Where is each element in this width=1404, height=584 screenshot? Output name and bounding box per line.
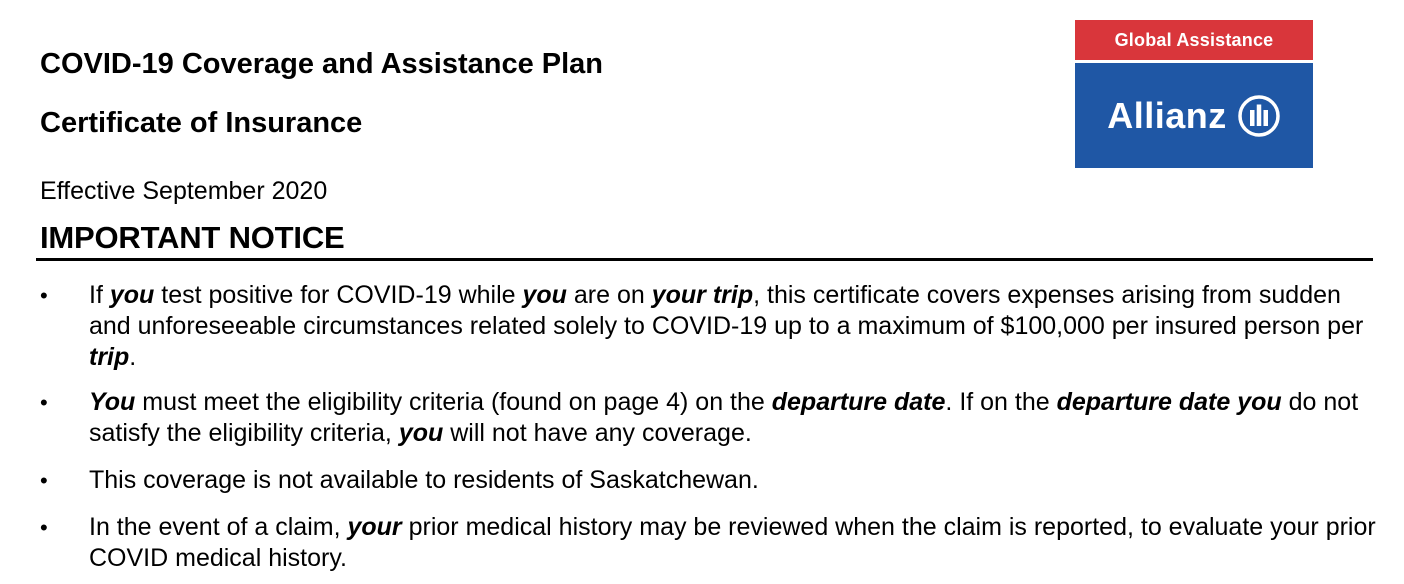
emphasized-term: you xyxy=(522,281,567,309)
text-run: prior medical history may be reviewed when the claim is reported, to evaluate your prior COVID medical history. xyxy=(89,513,1376,572)
emphasized-term: trip xyxy=(89,343,130,371)
text-run: are on xyxy=(566,281,652,309)
text-run: If xyxy=(89,281,110,309)
allianz-global-assistance-logo xyxy=(1075,20,1313,168)
notice-item-text xyxy=(89,387,1379,449)
effective-date: Effective September 2020 xyxy=(40,177,328,205)
important-notice-list xyxy=(0,280,1404,574)
notice-item-text xyxy=(89,512,1379,574)
emphasized-term: you xyxy=(109,281,155,309)
emphasized-term: your trip xyxy=(651,281,754,309)
emphasized-term: departure date xyxy=(1056,388,1231,416)
text-run: do not satisfy the eligibility criteria, xyxy=(89,388,1359,447)
heading-divider xyxy=(36,258,1373,261)
emphasized-term: you xyxy=(1237,388,1282,416)
text-run: . xyxy=(129,343,137,371)
logo-body xyxy=(1075,63,1313,168)
logo-banner: Global Assistance xyxy=(1075,20,1313,60)
notice-item-text xyxy=(89,465,1379,496)
bullet-icon: • xyxy=(40,468,48,493)
text-run: test positive for COVID-19 while xyxy=(154,281,523,309)
important-notice-heading: IMPORTANT NOTICE xyxy=(40,220,345,255)
logo-wordmark: Allianz xyxy=(1107,94,1227,136)
notice-item xyxy=(0,280,1404,373)
document-title: COVID-19 Coverage and Assistance Plan xyxy=(40,48,604,80)
notice-item-text xyxy=(89,280,1379,373)
bullet-icon: • xyxy=(40,283,48,308)
document-subtitle: Certificate of Insurance xyxy=(40,107,363,139)
emphasized-term: your xyxy=(347,513,402,541)
text-run: In the event of a claim, xyxy=(89,513,348,541)
notice-item xyxy=(0,387,1404,449)
allianz-eagle-mark-icon xyxy=(1237,94,1281,138)
notice-item xyxy=(0,465,1404,496)
text-run: . If on the xyxy=(945,388,1057,416)
emphasized-term: you xyxy=(398,419,444,447)
bullet-icon: • xyxy=(40,390,48,415)
bullet-icon: • xyxy=(40,515,48,540)
text-run: must meet the eligibility criteria (found on page 4) on the xyxy=(135,388,772,416)
emphasized-term: departure date xyxy=(771,388,946,416)
emphasized-term: You xyxy=(89,388,136,416)
text-run: will not have any coverage. xyxy=(443,419,752,447)
text-run: This coverage is not available to residents of Saskatchewan. xyxy=(89,466,759,494)
notice-item xyxy=(0,512,1404,574)
text-run: , this certificate covers expenses arising from sudden and unforeseeable circumstances related solely to COVID-19 up to a maximum of $100,000 per insured person per xyxy=(89,281,1364,340)
